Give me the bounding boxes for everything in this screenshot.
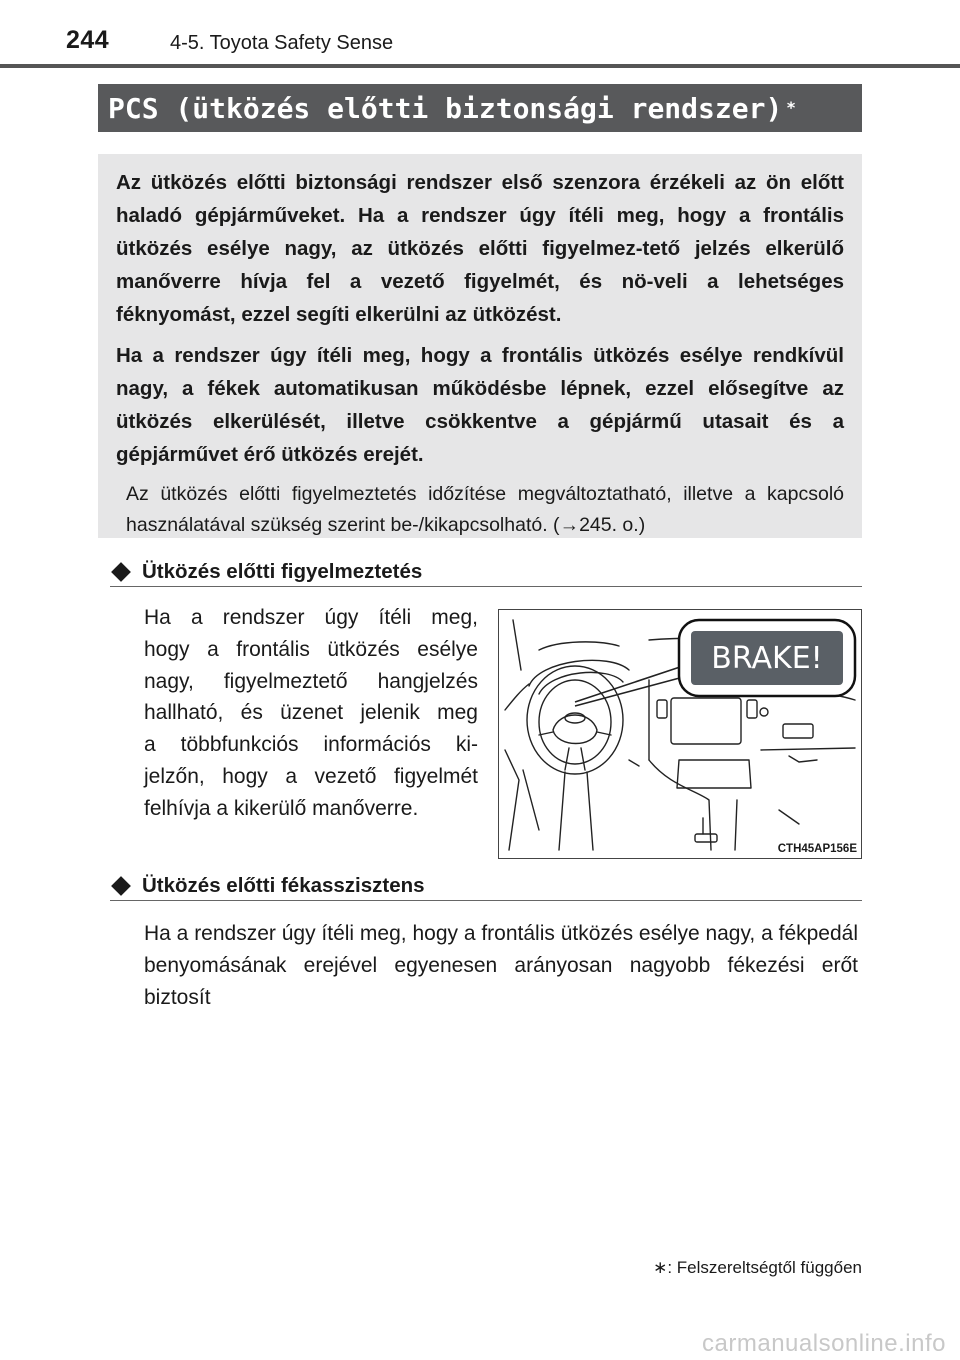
page-number: 244 bbox=[66, 26, 110, 54]
diamond-bullet-icon bbox=[111, 876, 131, 896]
figure-code: CTH45AP156E bbox=[777, 843, 857, 855]
footnote-text: : Felszereltségtől függően bbox=[667, 1258, 862, 1277]
footnote bbox=[653, 1258, 862, 1278]
footnote-mark: ∗ bbox=[786, 94, 796, 114]
warning-line: Ha a rendszer úgy ítéli meg, bbox=[144, 606, 478, 629]
brake-assist-description: Ha a rendszer úgy ítéli meg, hogy a frontális ütközés esélye nagy, a fékpedál benyomásának erejével egyenesen arányosan nagyobb fékezési erőt biztosít bbox=[144, 922, 859, 1009]
warning-line: hallható, és üzenet jelenik meg bbox=[144, 701, 478, 725]
footnote-asterisk: ∗ bbox=[653, 1258, 668, 1277]
warning-line: a többfunkciós információs ki- bbox=[144, 733, 478, 757]
page-title-text: PCS (ütközés előtti biztonsági rendszer) bbox=[108, 91, 783, 125]
warning-heading-text: Ütközés előtti figyelmeztetés bbox=[142, 560, 423, 583]
intro-paragraph-2: Ha a rendszer úgy ítéli meg, hogy a frontális ütközés esélye rendkívül nagy, a fékek automatikusan működésbe lépnek, ezzel elősegítve az ütközés elkerülését, illetve csökkentve a gépjármű utasait és a gépjárművet érő ütközés erejét. bbox=[116, 344, 844, 466]
page-ref-arrow: → bbox=[559, 514, 580, 536]
diamond-bullet-icon bbox=[111, 562, 131, 582]
page-title bbox=[98, 84, 862, 132]
page-ref-link[interactable]: 245. o.) bbox=[579, 514, 646, 536]
intro-box bbox=[98, 154, 862, 538]
warning-section-heading bbox=[110, 558, 862, 587]
warning-description bbox=[144, 602, 478, 825]
warning-line: jelzőn, hogy a vezető figyelmét bbox=[144, 764, 478, 788]
warning-line: nagy, figyelmeztető hangjelzés bbox=[144, 669, 478, 693]
intro-note bbox=[116, 479, 844, 541]
section-label: 4-5. Toyota Safety Sense bbox=[170, 32, 394, 54]
header-rule bbox=[0, 64, 960, 68]
dashboard-drawing bbox=[499, 610, 862, 859]
dashboard-illustration bbox=[498, 609, 862, 859]
warning-line: felhívja a kikerülő manőverre. bbox=[144, 796, 419, 820]
brake-assist-section-heading bbox=[110, 872, 862, 901]
watermark: carmanualsonline.info bbox=[702, 1330, 946, 1357]
intro-paragraph-1: Az ütközés előtti biztonsági rendszer első szenzora érzékeli az ön előtt haladó gépjárműveket. Ha a rendszer úgy ítéli meg, hogy a frontális ütközés esélye nagy, az ütközés előtti figyelmez-tető jelzés elkerülő manőverre hívja fel a vezető figyelmét, és nö-veli a lehetséges féknyomást, ezzel segíti elkerülni az ütközést. bbox=[116, 171, 844, 326]
brake-assist-heading-text: Ütközés előtti fékasszisztens bbox=[142, 874, 425, 897]
page-header bbox=[0, 0, 960, 70]
intro-note-text: Az ütközés előtti figyelmeztetés időzítése megváltoztatható, illetve a kapcsoló használatával szükség szerint be-/kikapcsolható. ( bbox=[126, 483, 844, 536]
warning-line: hogy a frontális ütközés esélye bbox=[144, 637, 478, 661]
brake-message: BRAKE! bbox=[711, 641, 823, 676]
